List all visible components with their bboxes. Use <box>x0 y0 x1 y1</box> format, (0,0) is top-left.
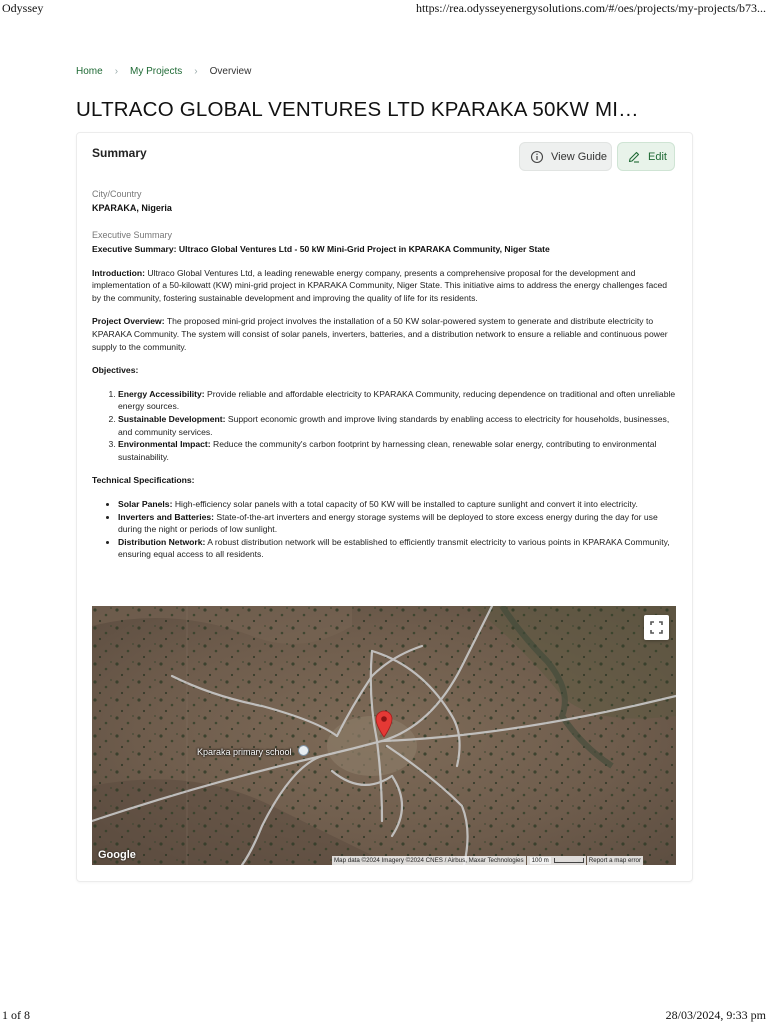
print-footer <box>0 1008 768 1024</box>
fullscreen-button[interactable] <box>644 615 669 640</box>
intro-paragraph: Introduction: Ultraco Global Ventures Ltd, a leading renewable energy company, presents a comprehensive proposal for the development and implementation of a 50-kilowatt (KW) mini-grid project in KPARAKA Community, Niger State. This initiative aims to address the energy challenges faced by the community, fostering sustainable development and improving the quality of life for its residents. <box>92 267 668 303</box>
edit-label: Edit <box>648 150 667 163</box>
view-guide-button[interactable] <box>519 142 612 171</box>
city-country-value: KPARAKA, Nigeria <box>92 203 172 213</box>
print-page-number: 1 of 8 <box>2 1008 30 1022</box>
map-scale[interactable]: 100 m <box>527 856 586 865</box>
google-logo: Google <box>98 849 136 861</box>
tech-heading: Technical Specifications: <box>92 475 195 486</box>
list-item: • Distribution Network: A robust distribution network will be established to efficiently transmit electricity to various points in KPARAKA Community, ensuring equal access to all residents. <box>118 536 677 561</box>
executive-summary-content <box>92 243 677 561</box>
breadcrumb-current: Overview <box>209 66 252 77</box>
breadcrumb-home[interactable]: Home <box>76 66 103 77</box>
executive-summary-label: Executive Summary <box>92 230 173 240</box>
map-attribution <box>331 856 643 865</box>
exec-title: Executive Summary: Ultraco Global Ventures Ltd - 50 kW Mini-Grid Project in KPARAKA Community, Niger State <box>92 244 550 254</box>
overview-paragraph: Project Overview: The proposed mini-grid project involves the installation of a 50 KW solar-powered system to generate and distribute electricity to KPARAKA Community. The system will consist of solar panels, inverters, batteries, and a distribution network to ensure a reliable and continuous power supply to the community. <box>92 316 668 352</box>
report-map-error-link[interactable]: Report a map error <box>588 857 642 864</box>
chevron-right-icon: › <box>194 66 198 77</box>
objectives-heading: Objectives: <box>92 365 139 376</box>
list-item: • Solar Panels: High-efficiency solar panels with a total capacity of 50 KW will be installed to capture sunlight and convert it into electricity. <box>118 498 677 511</box>
list-item: • Inverters and Batteries: State-of-the-art inverters and energy storage systems will be deployed to store excess energy during the day for use during the night or periods of low sunlight. <box>118 511 677 536</box>
view-guide-label: View Guide <box>551 150 608 163</box>
city-country-label: City/Country <box>92 189 142 199</box>
breadcrumb <box>76 66 251 77</box>
edit-button[interactable] <box>617 142 675 171</box>
list-item: 2. Sustainable Development: Support economic growth and improve living standards by enabling access to electricity for households, businesses, and community services. <box>118 413 677 438</box>
chevron-right-icon: › <box>114 66 119 77</box>
list-item: 3. Environmental Impact: Reduce the community's carbon footprint by harnessing clean, renewable solar energy, contributing to environmental sustainability. <box>118 438 677 463</box>
map-data-attribution: Map data ©2024 Imagery ©2024 CNES / Airbus, Maxar Technologies <box>334 857 524 864</box>
list-item: 1. Energy Accessibility: Provide reliable and affordable electricity to KPARAKA Community, reducing dependence on traditional and often unreliable energy sources. <box>118 388 677 413</box>
summary-heading: Summary <box>92 146 147 160</box>
tech-specs-list <box>92 498 677 561</box>
print-timestamp: 28/03/2024, 9:33 pm <box>665 1008 766 1022</box>
print-url: https://rea.odysseyenergysolutions.com/#/oes/projects/my-projects/b73... <box>415 1 766 15</box>
school-icon <box>298 745 309 756</box>
objectives-list <box>92 388 677 464</box>
map-place-label[interactable]: Kparaka primary school <box>197 747 292 757</box>
scale-bar <box>554 858 584 863</box>
fullscreen-icon <box>650 621 663 634</box>
info-icon <box>530 150 544 164</box>
print-header <box>0 0 768 16</box>
print-app-title: Odyssey <box>2 1 44 15</box>
pencil-icon <box>627 150 641 164</box>
page-title: ULTRACO GLOBAL VENTURES LTD KPARAKA 50KW MI… <box>76 97 639 121</box>
map-pin-icon[interactable] <box>375 710 393 738</box>
breadcrumb-my-projects[interactable]: My Projects <box>130 66 183 77</box>
